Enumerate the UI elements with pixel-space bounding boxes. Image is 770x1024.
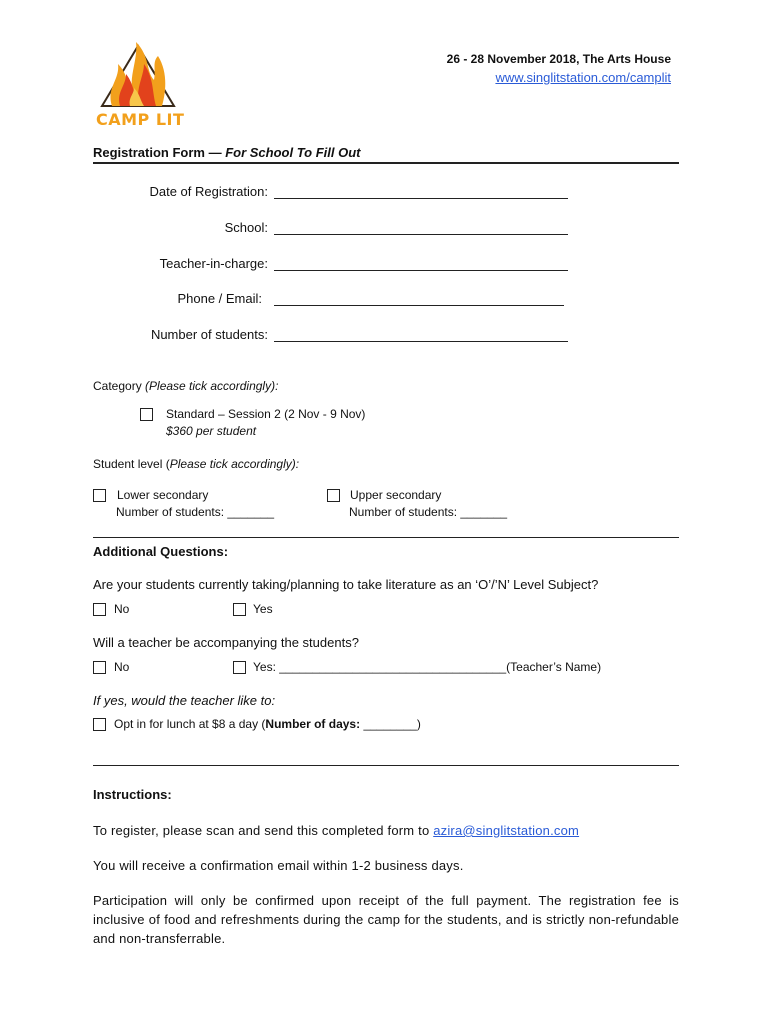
literature-yes-label: Yes (253, 602, 273, 616)
upper-secondary-label: Upper secondary (350, 488, 442, 502)
divider (93, 162, 679, 164)
lunch-option-text: Opt in for lunch at $8 a day ( (114, 717, 266, 731)
instructions-register (93, 821, 679, 840)
additional-questions-heading: Additional Questions: (93, 544, 229, 559)
instructions-confirmation: You will receive a confirmation email within 1-2 business days. (93, 858, 464, 873)
teacher-accompany-question: Will a teacher be accompanying the students? (93, 635, 359, 650)
lunch-days-field[interactable]: ________) (360, 717, 421, 731)
upper-secondary-checkbox[interactable] (327, 489, 340, 502)
literature-yes-checkbox[interactable] (233, 603, 246, 616)
lower-secondary-checkbox[interactable] (93, 489, 106, 502)
teacher-in-charge-label: Teacher-in-charge: (159, 256, 268, 271)
instructions-register-text: To register, please scan and send this completed form to (93, 823, 434, 838)
logo-text: CAMP LIT (96, 110, 185, 129)
campfire-triangle-logo-icon (92, 40, 184, 112)
date-of-registration-field[interactable] (274, 198, 568, 199)
lunch-checkbox[interactable] (93, 718, 106, 731)
phone-email-field[interactable] (274, 305, 564, 306)
standard-session-price: $360 per student (166, 424, 257, 438)
teacher-no-checkbox[interactable] (93, 661, 106, 674)
event-date: 26 - 28 November 2018, The Arts House (446, 52, 671, 66)
contact-email-link[interactable]: azira@singlitstation.com (433, 823, 580, 838)
number-of-students-field[interactable] (274, 341, 568, 342)
teacher-in-charge-field[interactable] (274, 270, 568, 271)
standard-session-checkbox[interactable] (140, 408, 153, 421)
literature-no-label: No (114, 602, 130, 616)
student-level-label-text: Student level ( (93, 457, 170, 471)
student-level-label (93, 457, 299, 471)
literature-no-checkbox[interactable] (93, 603, 106, 616)
form-title-text: Registration Form — (93, 145, 226, 160)
instructions-payment-terms: Participation will only be confirmed upon receipt of the full payment. The registration fee is inclusive of food and refreshments during the camp for the students, and is strictly non-refundable and non-transferrable. (93, 893, 679, 946)
lunch-days-label: Number of days: (265, 717, 361, 731)
literature-question: Are your students currently taking/planning to take literature as an ‘O’/’N’ Level Subject? (93, 577, 599, 592)
lower-secondary-label: Lower secondary (117, 488, 209, 502)
student-level-hint: Please tick accordingly): (169, 457, 300, 471)
teacher-no-label: No (114, 660, 130, 674)
divider (93, 537, 679, 538)
number-of-students-label: Number of students: (150, 327, 268, 342)
event-url-link[interactable]: www.singlitstation.com/camplit (495, 70, 671, 85)
category-label (93, 379, 278, 393)
date-of-registration-label: Date of Registration: (149, 184, 268, 199)
teacher-yes-name-field[interactable]: Yes: __________________________________(Teacher’s Name) (253, 660, 602, 674)
school-label: School: (224, 220, 268, 235)
divider (93, 765, 679, 766)
category-label-text: Category (93, 379, 146, 393)
category-hint: (Please tick accordingly): (145, 379, 279, 393)
lower-secondary-count[interactable]: Number of students: _______ (116, 505, 275, 519)
school-field[interactable] (274, 234, 568, 235)
form-title-italic: For School To Fill Out (225, 145, 361, 160)
teacher-yes-checkbox[interactable] (233, 661, 246, 674)
lunch-option (114, 717, 421, 731)
standard-session-label: Standard – Session 2 (2 Nov - 9 Nov) (166, 407, 366, 421)
teacher-followup-question: If yes, would the teacher like to: (93, 693, 276, 708)
form-title (93, 145, 360, 160)
phone-email-label: Phone / Email: (177, 291, 262, 306)
upper-secondary-count[interactable]: Number of students: _______ (349, 505, 508, 519)
instructions-heading: Instructions: (93, 787, 172, 802)
